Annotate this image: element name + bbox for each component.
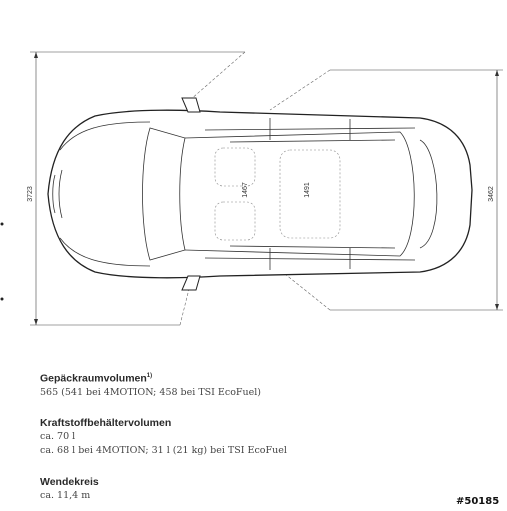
interior-rear-label: 1491 (304, 182, 311, 198)
margin-bullets (1, 223, 4, 301)
luggage-volume-heading: Gepäckraumvolumen$^{1)}$ (40, 372, 153, 385)
fuel-tank-heading: Kraftstoffbehältervolumen (40, 417, 172, 429)
fuel-tank-block (40, 417, 287, 458)
fuel-tank-value: ca. 70 l (40, 431, 76, 442)
turning-circle-value: ca. 11,4 m (40, 490, 91, 501)
car-body (48, 110, 472, 278)
turning-circle-block (40, 476, 99, 503)
overall-width-label: 3723 (27, 186, 34, 202)
fuel-tank-variants: ca. 68 l bei 4MOTION; 31 l (21 kg) bei TSI EcoFuel (40, 445, 287, 456)
footnote-marker: 1) (146, 373, 153, 379)
turning-circle-heading: Wendekreis (40, 476, 99, 488)
luggage-volume-block (40, 370, 261, 400)
interior-front-label: 1467 (242, 182, 249, 198)
luggage-volume-value: 565 (541 bei 4MOTION; 458 bei TSI EcoFuel) (40, 386, 261, 398)
width-right-label: 3462 (488, 186, 495, 202)
watermark-id: #50185 (456, 496, 500, 507)
